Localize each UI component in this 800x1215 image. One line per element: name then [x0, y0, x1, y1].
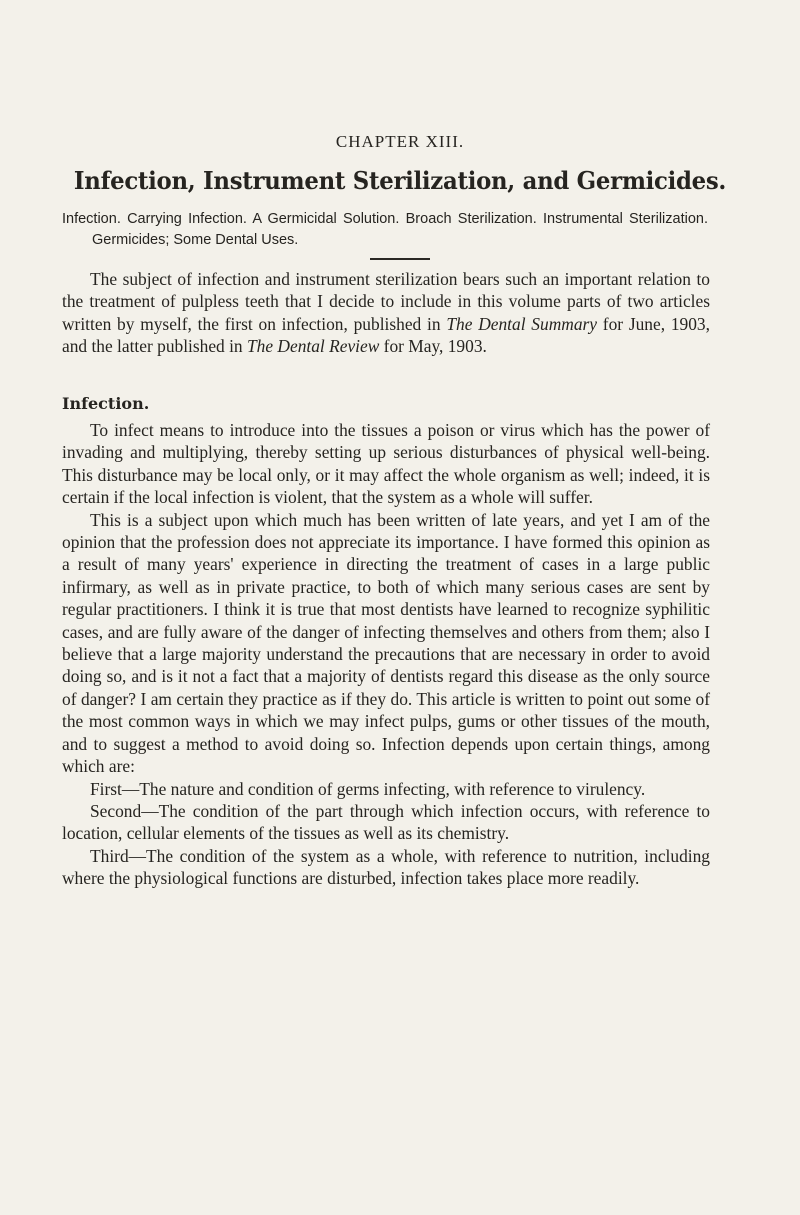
section-heading: Infection. [62, 394, 150, 413]
intro-paragraph [62, 268, 710, 358]
chapter-number: CHAPTER XIII. [335, 132, 465, 151]
journal-title-review: The Dental Review [246, 336, 380, 357]
paragraph: To infect means to introduce into the tissues a poison or virus which has the power of invading and multiplying, thereby setting up serious disturbances of physical well-being. This disturbance may be local only, or it may affect the whole organism as well; indeed, it is certain if the local infection is violent, that the system as a whole will suffer. [62, 420, 710, 508]
chapter-title: Infection, Instrument Sterilization, and Germicides. [73, 166, 727, 195]
journal-title-summary: The Dental Summary [446, 313, 597, 334]
intro-text-2: for June, 1903, and the latter published in [62, 313, 710, 357]
paragraph: Third—The condition of the system as a whole, with reference to nutrition, including where the physiological functions are disturbed, infection takes place more readily. [62, 845, 710, 889]
divider-rule [370, 258, 430, 260]
paragraph: Second—The condition of the part through which infection occurs, with reference to location, cellular elements of the tissues as well as its chemistry. [62, 800, 710, 844]
paragraph: This is a subject upon which much has been written of late years, and yet I am of the opinion that the profession does not appreciate its importance. I have formed this opinion as a result of many years' experience in directing the treatment of cases in a large public infirmary, as well as in private practice, to both of which many serious cases are sent by regular practitioners. I think it is true that most dentists have learned to recognize syphilitic cases, and are fully aware of the danger of infecting themselves and others from them; also I believe that a large majority understand the precautions that are necessary in order to avoid doing so, and is it not a fact that a majority of dentists regard this disease as the only source of danger? I am certain they practice as if they do. This article is written to point out some of the most common ways in which we may infect pulps, gums or other tissues of the mouth, and to suggest a method to avoid doing so. Infection depends upon certain things, among which are: [62, 509, 710, 777]
intro-text-1: The subject of infection and instrument sterilization bears such an important relation to the treatment of pulpless teeth that I decide to include in this volume parts of two articles written by myself, the first on infection, published in [62, 269, 710, 334]
intro-text-3: for May, 1903. [379, 336, 487, 357]
synopsis-text: Infection. Carrying Infection. A Germicidal Solution. Broach Sterilization. Instrumental Sterilization. Germicides; Some Dental Uses. [62, 211, 708, 248]
paragraph: First—The nature and condition of germs infecting, with reference to virulency. [90, 778, 646, 799]
chapter-synopsis [62, 209, 708, 251]
body-text [62, 419, 710, 890]
